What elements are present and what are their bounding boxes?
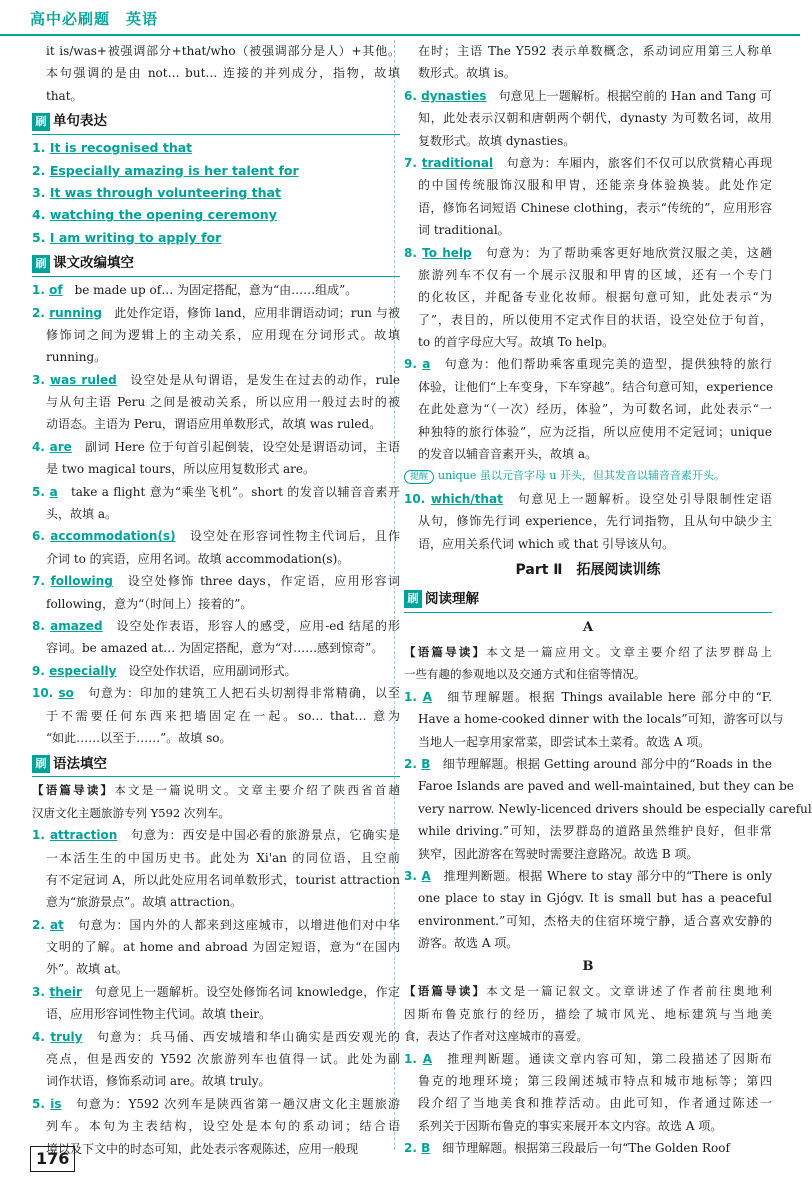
fill-item <box>32 570 400 592</box>
grammar-item-line: 文明的了解。at home and abroad 为固定短语，意为“在国内 <box>46 940 400 955</box>
grammar-guide-label: 【语篇导读】 <box>32 783 115 798</box>
reading-a-guide <box>404 663 772 685</box>
right-column <box>404 40 812 1160</box>
fill-item-line: 是 two magical tours，所以应用复数形式 are。 <box>46 462 316 477</box>
grammar-item-line: 语，修饰名词短语 Chinese clothing，表示“传统的”，应用形容 <box>418 200 772 215</box>
fill-item <box>32 369 400 391</box>
grammar-item-line: 外”。故填 at。 <box>46 962 128 977</box>
reading-a-item-line: 狭窄，因此游客在驾驶时需要注意路况。故选 B 项。 <box>418 846 699 861</box>
section-sentence-expression <box>32 109 400 135</box>
grammar-item-text: 句意见上一题解析。设空处引导限制性定语 <box>517 491 772 506</box>
grammar-guide-text: 本文是一篇说明文。文章主要介绍了陕西省首趟 <box>114 783 401 798</box>
grammar-item-answer: traditional <box>421 155 494 170</box>
reading-a-item-line: while driving.”可知，法罗群岛的道路虽然维护良好，但非常 <box>418 824 772 839</box>
left-column <box>32 40 400 1160</box>
grammar-item <box>404 488 772 510</box>
tip-badge: 提醒 <box>404 470 434 484</box>
fill-item-line: 于不需要任何东西来把墙固定在一起。so… that… 意为 <box>46 708 400 723</box>
continued-line: 数形式。故填 is。 <box>418 66 516 81</box>
grammar-item <box>32 981 400 1003</box>
grammar-item-number: 1. <box>32 828 50 843</box>
reading-b-guide <box>404 980 772 1002</box>
grammar-item <box>404 353 772 375</box>
fill-item-number: 4. <box>32 439 50 454</box>
grammar-item-number: 5. <box>32 1096 51 1111</box>
section-text-fill-badge: 刷 <box>32 255 50 273</box>
fill-item-number: 10. <box>32 686 59 701</box>
reading-b-guide-text: 本文是一篇记叙文。文章讲述了作者前往奥地利 <box>486 984 773 999</box>
grammar-item-line: 意为“旅游景点”。故填 attraction。 <box>46 895 243 910</box>
grammar-item-line: 亮点，但是西安的 Y592 次旅游列车也值得一试。此处为副 <box>46 1052 400 1067</box>
fill-item <box>32 660 400 682</box>
fill-item <box>32 481 400 503</box>
fill-item-number: 8. <box>32 618 51 633</box>
sentence-number: 5. <box>32 229 50 245</box>
intro-line: that。 <box>46 88 83 103</box>
grammar-item-text: 句意为：西安是中国必看的旅游景点，它确实是 <box>130 828 400 843</box>
reading-b-item-number: 1. <box>404 1051 423 1066</box>
fill-item-line: running。 <box>46 350 107 365</box>
reading-b-guide-label: 【语篇导读】 <box>404 984 487 999</box>
fill-item-line: 头，故填 a。 <box>46 507 117 522</box>
section-sentence-expression-title: 单句表达 <box>53 113 107 130</box>
grammar-item <box>404 85 772 107</box>
reading-a-guide-text: 一些有趣的参观地以及交通方式和住宿等情况。 <box>404 667 646 682</box>
grammar-item-text: 句意见上一题解析。设空处修饰名词 knowledge，作定 <box>94 984 400 999</box>
fill-item-text: 设空处在形容词性物主代词后，且作 <box>189 529 400 544</box>
grammar-item-answer: their <box>49 984 82 999</box>
sentence-text: I am writing to apply for <box>49 229 222 245</box>
reading-b-guide-text: 因斯布鲁克旅行的经历，描绘了城市风光、地标建筑与当地美 <box>404 1006 772 1021</box>
grammar-item-line: 种独特的旅行体验”，应为泛指，所以应使用不定冠词；unique <box>418 424 772 439</box>
grammar-item-number: 8. <box>404 245 423 260</box>
fill-item-text: 设空处是从句谓语，是发生在过去的动作，rule <box>130 372 401 387</box>
reading-a-guide-label: 【语篇导读】 <box>404 644 487 659</box>
grammar-item-number: 10. <box>404 491 431 506</box>
sentence-text: watching the opening ceremony <box>49 207 277 223</box>
fill-item <box>32 279 400 301</box>
fill-item-number: 5. <box>32 484 50 499</box>
grammar-item-line: 境以及下文中的时态可知，此处表示客观陈述，应用一般现 <box>46 1141 359 1156</box>
header-rule <box>0 34 800 36</box>
grammar-item-line: 的中国传统服饰汉服和甲胄，还能亲身体验换装。此处作定 <box>418 178 772 193</box>
reading-a-item-line: very narrow. Newly-licenced drivers should be especially careful <box>418 801 812 816</box>
grammar-item-answer: a <box>422 357 431 372</box>
grammar-item-line: 旅游列车不仅有一个展示汉服和甲胄的区域，还有一个专门 <box>418 267 772 282</box>
grammar-item-text: 句意为：国内外的人都来到这座城市，以增进他们对中华 <box>77 917 400 932</box>
reading-a-item-answer: A <box>421 868 431 883</box>
fill-item-text: 句意为：印加的建筑工人把石头切割得非常精确，以至 <box>87 686 400 701</box>
reading-a-item-answer: B <box>421 756 431 771</box>
reading-b-item-number: 2. <box>404 1141 422 1156</box>
page-number: 176 <box>30 1146 75 1172</box>
section-text-fill-title: 课文改编填空 <box>53 255 134 272</box>
reading-a-item-text: 推理判断题。根据 Where to stay 部分中的“There is only <box>443 868 772 883</box>
grammar-item-number: 6. <box>404 88 422 103</box>
fill-item-answer: accommodation(s) <box>50 529 176 544</box>
fill-item <box>32 436 400 458</box>
reading-b-item <box>404 1137 772 1159</box>
reading-b-item-text: 推理判断题。通读文章内容可知，第二段描述了因斯布 <box>447 1051 772 1066</box>
intro-line: it is/was+被强调部分+that/who（被强调部分是人）+其他。 <box>46 44 400 58</box>
reading-a-item <box>404 865 772 887</box>
grammar-guide-text: 汉唐文化主题旅游专列 Y592 次列车。 <box>32 805 230 820</box>
reading-a-item-line: 游客。故选 A 项。 <box>418 936 519 951</box>
tip-note <box>404 465 772 487</box>
reading-a-item-number: 1. <box>404 689 423 704</box>
grammar-item-answer: To help <box>422 245 472 260</box>
reading-b-guide <box>404 1025 772 1047</box>
reading-a-guide <box>404 641 772 663</box>
fill-item-number: 1. <box>32 283 50 298</box>
grammar-item-line: 列车。本句为主表结构，设空处是本句的系动词；结合语 <box>46 1119 400 1134</box>
reading-a-item-line: Have a home-cooked dinner with the locals”可知，游客可以与 <box>418 712 784 727</box>
reading-b-item <box>404 1048 772 1070</box>
reading-b-item-text: 细节理解题。根据第三段最后一句“The Golden Roof <box>442 1141 730 1156</box>
grammar-item <box>32 824 400 846</box>
grammar-item-answer: is <box>50 1096 62 1111</box>
grammar-guide <box>32 779 400 801</box>
continued-line: 在时；主语 The Y592 表示单数概念，系动词应用第三人称单 <box>418 44 772 58</box>
grammar-item-number: 7. <box>404 155 422 170</box>
sentence-answer <box>32 137 400 159</box>
reading-a-item-line: 当地人一起享用家常菜，即尝试本土菜肴。故选 A 项。 <box>418 734 711 749</box>
grammar-item-number: 3. <box>32 984 50 999</box>
fill-item-line: 动语态。主语为 Peru，谓语应用单数形式，故填 was ruled。 <box>46 417 382 432</box>
grammar-item-line: 知，此处表示汉朝和唐朝两个朝代，dynasty 为可数名词，故用 <box>418 111 772 126</box>
fill-item-text: 设空处作表语，形容人的感受，应用-ed 结尾的形 <box>116 618 400 633</box>
grammar-item-line: 词 traditional。 <box>418 223 510 238</box>
fill-item-answer: following <box>50 574 113 589</box>
reading-a-item-text: 细节理解题。根据 Getting around 部分中的“Roads in the <box>442 756 772 771</box>
fill-item-text: 副词 Here 位于句首引起倒装，设空处是谓语动词，主语 <box>84 439 400 454</box>
fill-item <box>32 615 400 637</box>
fill-item-number: 3. <box>32 372 50 387</box>
grammar-item-line: 词作状语，修饰系动词 are。故填 truly。 <box>46 1074 271 1089</box>
fill-item <box>32 525 400 547</box>
tip-text: unique 虽以元音字母 u 开头，但其发音以辅音音素开头。 <box>438 469 725 483</box>
grammar-item-line: 复数形式。故填 dynasties。 <box>418 133 576 148</box>
fill-item-line: following，意为“（时间上）接着的”。 <box>46 596 253 611</box>
grammar-item-number: 9. <box>404 357 423 372</box>
reading-a-item-line: Faroe Islands are paved and well-maintained, but they can be <box>418 779 794 794</box>
sentence-answer <box>32 160 400 182</box>
reading-b-guide-text: 食，表达了作者对这座城市的喜爱。 <box>404 1029 588 1044</box>
sentence-answer <box>32 204 400 226</box>
fill-item-text: 此处作定语，修饰 land，应用非谓语动词；run 与被 <box>114 305 400 320</box>
grammar-item-line: 从句，修饰先行词 experience，先行词指物，且从句中缺少主 <box>418 514 772 529</box>
reading-b-item-line: 系列关于因斯布鲁克的事实来展开本文内容。故选 A 项。 <box>418 1118 723 1133</box>
fill-item-text: 设空处作状语，应用副词形式。 <box>128 663 297 678</box>
grammar-item <box>32 914 400 936</box>
grammar-item-answer: at <box>50 917 64 932</box>
part-title: Part Ⅱ 拓展阅读训练 <box>515 561 661 578</box>
fill-item-line: “如此……以至于……”。故填 so。 <box>46 730 232 745</box>
sentence-text: It was through volunteering that <box>49 184 281 200</box>
sentence-text: Especially amazing is her talent for <box>49 162 299 178</box>
grammar-item-text: 句意为：他们帮助乘客重现完美的造型，提供独特的旅行 <box>444 357 772 372</box>
fill-item-text: be made up of… 为固定搭配，意为“由……组成”。 <box>74 283 358 298</box>
intro-line: 本句强调的是由 not… but… 连接的并列成分，指物，故填 <box>46 66 400 81</box>
fill-item-answer: was ruled <box>50 372 117 387</box>
grammar-item-answer: which/that <box>430 491 503 506</box>
sentence-number: 4. <box>32 207 50 223</box>
reading-b-guide <box>404 1003 772 1025</box>
fill-item <box>32 302 400 324</box>
grammar-item-text: 句意为：车厢内，旅客们不仅可以欣赏精心再现 <box>506 155 772 170</box>
reading-a-item-number: 2. <box>404 756 422 771</box>
reading-b-item-answer: A <box>422 1051 432 1066</box>
grammar-item-number: 2. <box>32 917 51 932</box>
grammar-item <box>32 1026 400 1048</box>
sentence-number: 2. <box>32 162 50 178</box>
passage-b-label: B <box>582 959 594 975</box>
section-reading-title: 阅读理解 <box>425 591 479 608</box>
grammar-item-line: 语，应用形容词性物主代词。故填 their。 <box>46 1007 272 1022</box>
reading-a-item-number: 3. <box>404 868 422 883</box>
grammar-item <box>32 1093 400 1115</box>
section-text-fill <box>32 251 400 277</box>
sentence-answer <box>32 182 400 204</box>
section-reading-badge: 刷 <box>404 590 422 608</box>
fill-item-line: 修饰词之间为逻辑上的主动关系，应用现在分词形式。故填 <box>46 327 400 342</box>
fill-item-answer: a <box>49 484 58 499</box>
fill-item-answer: amazed <box>50 618 103 633</box>
grammar-item <box>404 152 772 174</box>
fill-item-number: 9. <box>32 663 50 678</box>
fill-item-number: 7. <box>32 574 51 589</box>
grammar-item-text: 句意为：兵马俑、西安城墙和华山确实是西安观光的 <box>96 1029 400 1044</box>
section-sentence-expression-badge: 刷 <box>32 113 50 131</box>
fill-item <box>32 682 400 704</box>
grammar-item-text: 句意见上一题解析。根据空前的 Han and Tang 可 <box>498 88 772 103</box>
grammar-item-text: 句意为：为了帮助乘客更好地欣赏汉服之美，这趟 <box>485 245 772 260</box>
section-reading <box>404 587 772 613</box>
sentence-text: It is recognised that <box>49 140 193 156</box>
section-grammar-fill-badge: 刷 <box>32 755 50 773</box>
reading-a-item-line: one place to stay in Gjógv. It is small but has a peaceful <box>418 891 772 906</box>
fill-item-number: 2. <box>32 305 50 320</box>
running-header: 高中必刷题 英语 <box>30 10 159 28</box>
sentence-number: 3. <box>32 184 50 200</box>
grammar-item-number: 4. <box>32 1029 51 1044</box>
fill-item-answer: so <box>58 686 74 701</box>
fill-item-answer: of <box>49 283 63 298</box>
fill-item-line: 介词 to 的宾语，应用名词。故填 accommodation(s)。 <box>46 551 350 566</box>
grammar-item-line: 一本活生生的中国历史书。此处为 Xi'an 的同位语，且空前 <box>46 850 400 865</box>
grammar-guide <box>32 802 400 824</box>
fill-item-number: 6. <box>32 529 51 544</box>
section-grammar-fill-title: 语法填空 <box>53 755 107 772</box>
reading-b-item-line: 鲁克的地理环境；第三段阐述城市特点和城市地标等；第四 <box>418 1074 772 1089</box>
grammar-item-answer: truly <box>50 1029 83 1044</box>
fill-item-text: 设空处修饰 three days，作定语，应用形容词 <box>127 574 400 589</box>
grammar-item-line: 有不定冠词 A，所以此处应用名词单数形式，tourist attraction <box>46 872 400 887</box>
fill-item-text: take a flight 意为“乘坐飞机”。short 的发音以辅音音素开 <box>70 484 400 499</box>
grammar-item-line: 的发音以辅音音素开头，故填 a。 <box>418 447 597 462</box>
section-grammar-fill <box>32 751 400 777</box>
reading-b-item-line: 段介绍了当地美食和推荐活动。由此可知，作者通过陈述一 <box>418 1096 772 1111</box>
grammar-item-line: 语，应用关系代词 which 或 that 引导该从句。 <box>418 536 675 551</box>
reading-b-item-answer: B <box>421 1141 431 1156</box>
grammar-item-answer: dynasties <box>421 88 487 103</box>
fill-item-answer: especially <box>49 663 117 678</box>
fill-item-line: 容词。be amazed at… 为固定搭配，意为“对……感到惊奇”。 <box>46 641 384 656</box>
reading-a-guide-text: 本文是一篇应用文。文章主要介绍了法罗群岛上 <box>486 644 773 659</box>
sentence-number: 1. <box>32 140 50 156</box>
reading-a-item-answer: A <box>422 689 432 704</box>
fill-item-answer: are <box>49 439 72 454</box>
grammar-item-line: 的化妆区，并配备专业化妆师。根据句意可知，此处表示“为 <box>418 290 772 305</box>
grammar-item-line: 在此处意为“（一次）经历，体验”，为可数名词，此处表示“一 <box>418 402 772 417</box>
reading-a-item-line: environment.”可知，杰格夫的住宿环境宁静，适合喜欢安静的 <box>418 913 772 928</box>
grammar-item-text: 句意为：Y592 次列车是陕西省第一趟汉唐文化主题旅游 <box>75 1096 400 1111</box>
reading-a-item <box>404 686 772 708</box>
grammar-item-line: 了”，表目的，所以使用不定式作目的状语，设空处位于句首， <box>418 312 772 327</box>
grammar-item-line: to 的首字母应大写。故填 To help。 <box>418 335 615 350</box>
fill-item-answer: running <box>49 305 103 320</box>
reading-a-item <box>404 753 772 775</box>
grammar-item-line: 体验，让他们“上车变身，下车穿越”。结合句意可知，experience <box>418 379 774 394</box>
grammar-item-answer: attraction <box>49 828 118 843</box>
passage-a-label: A <box>582 619 594 635</box>
grammar-item <box>404 242 772 264</box>
fill-item-line: 与从句主语 Peru 之间是被动关系，所以应用一般过去时的被 <box>46 395 400 410</box>
sentence-answer <box>32 227 400 249</box>
reading-a-item-text: 细节理解题。根据 Things available here 部分中的“F. <box>447 689 772 704</box>
